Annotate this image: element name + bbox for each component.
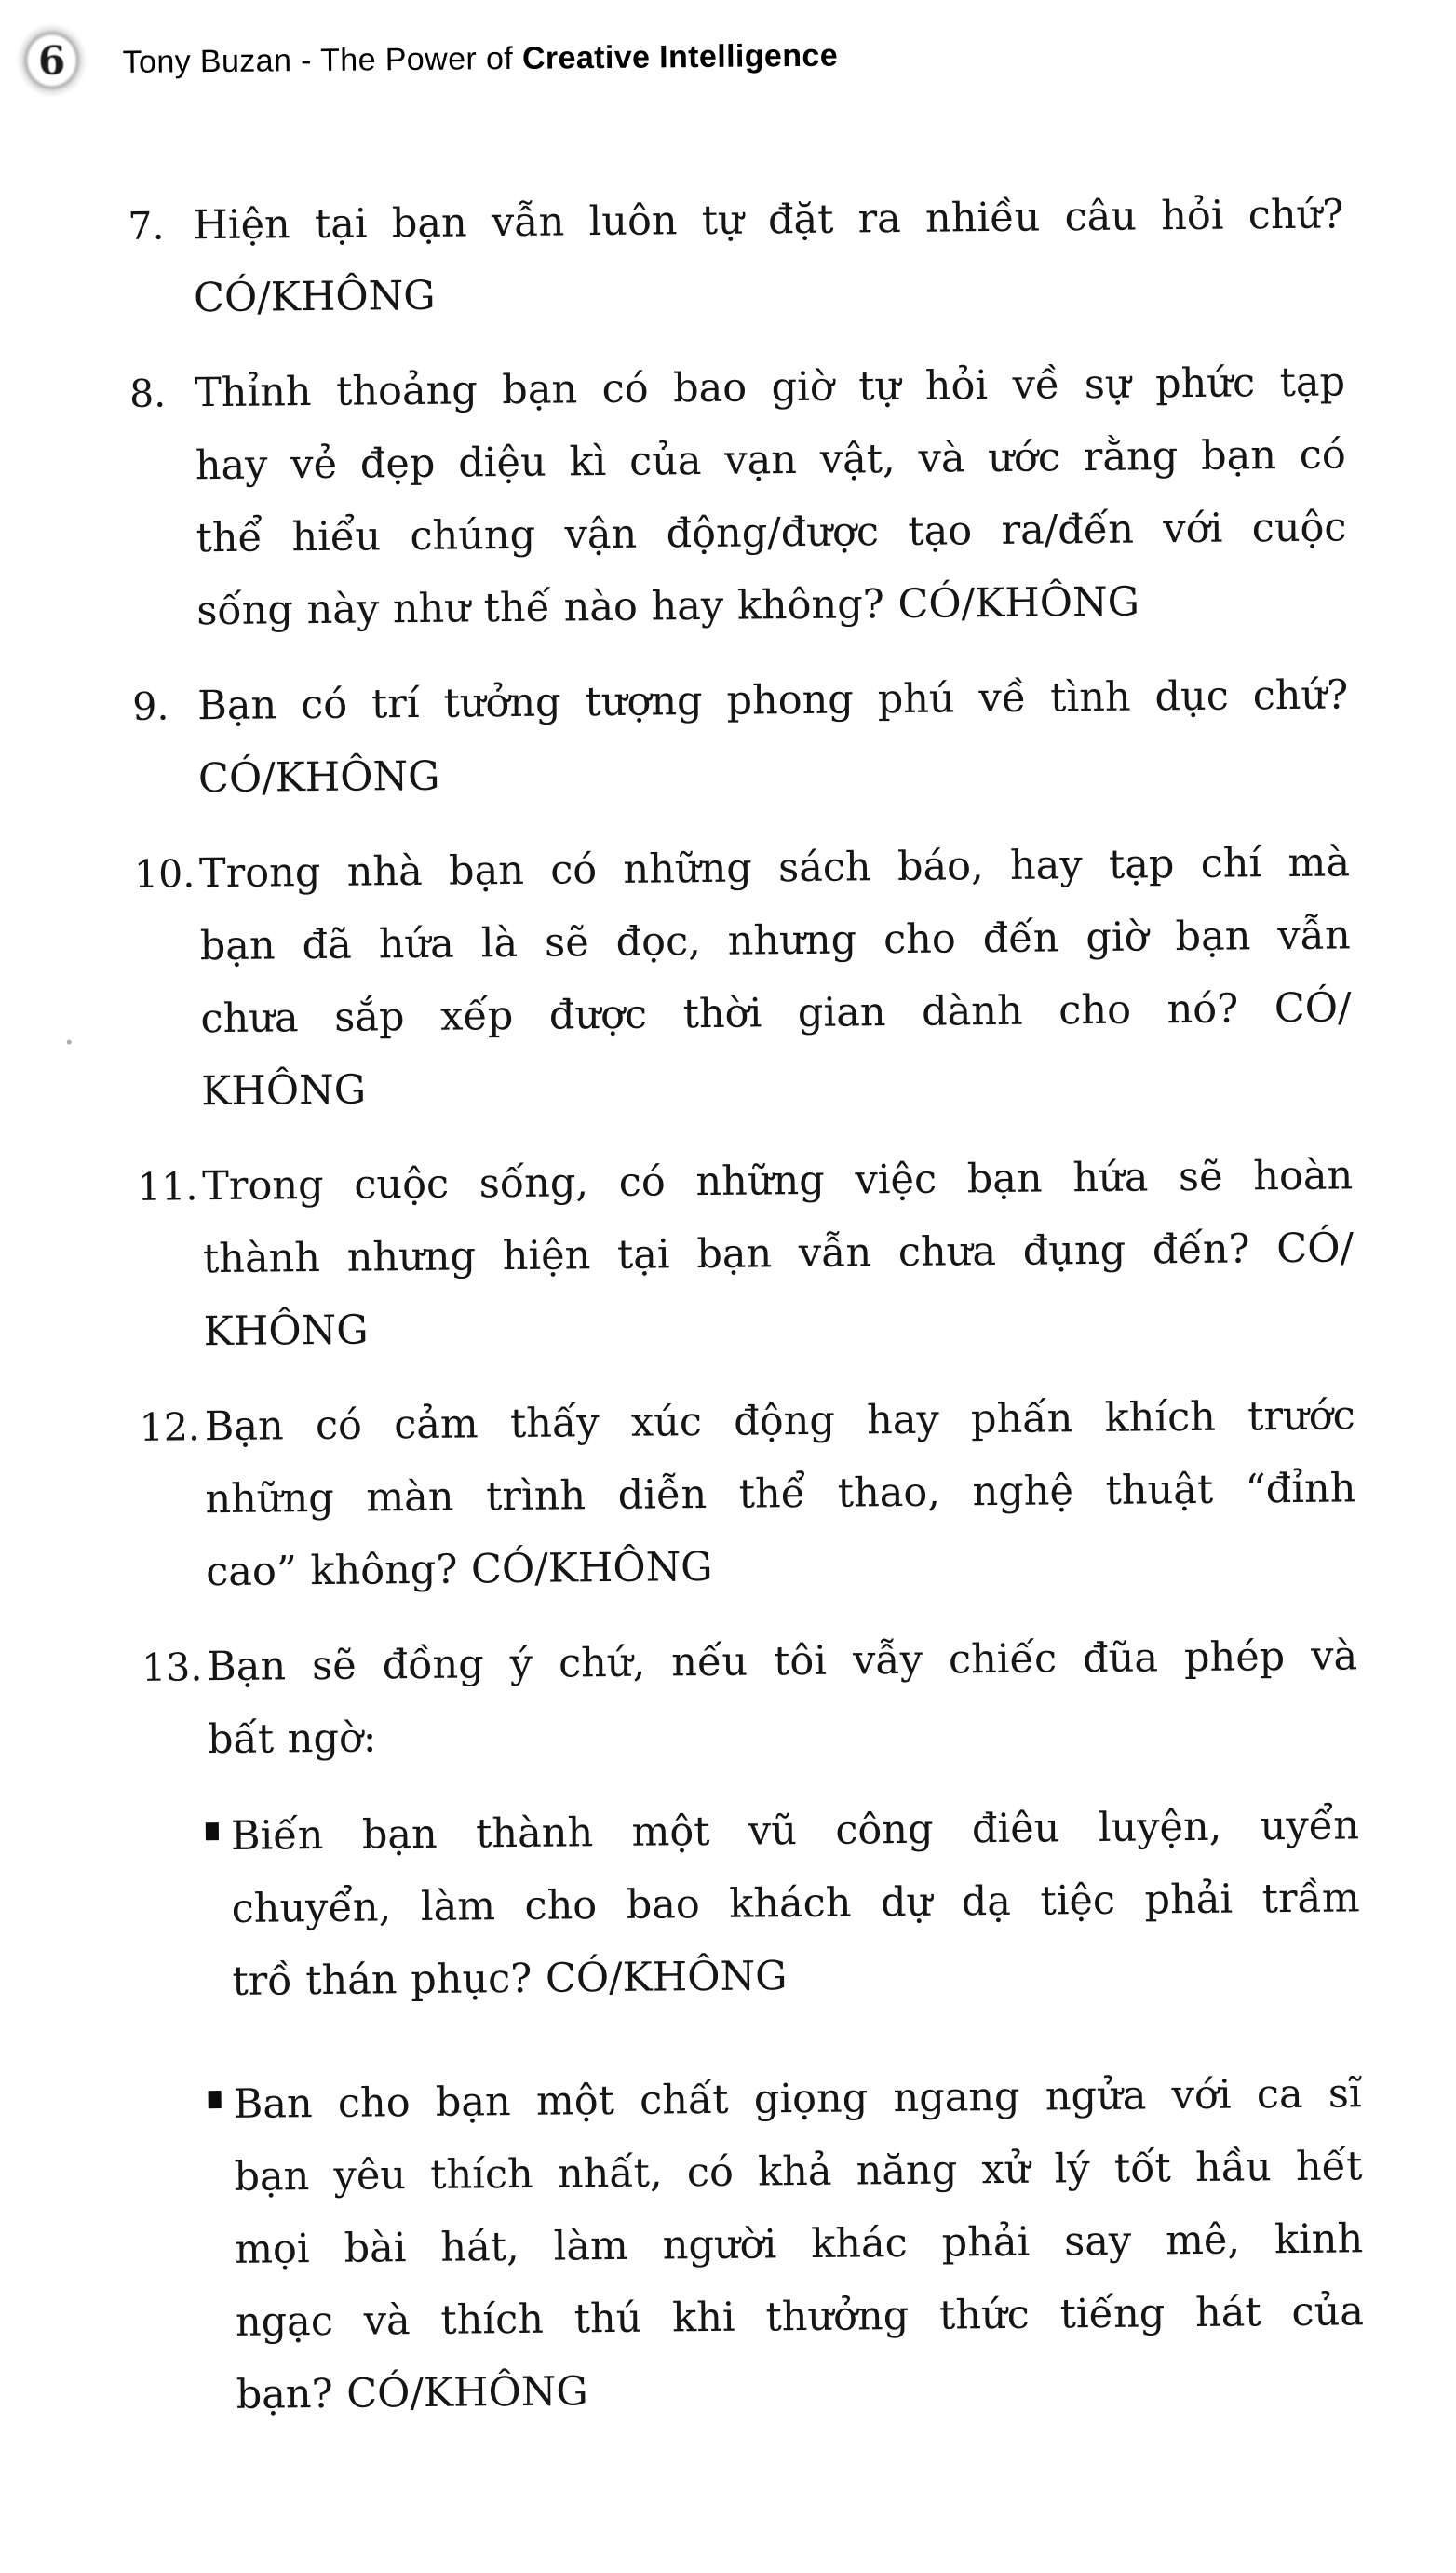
text-line: KHÔNG [201, 1066, 367, 1116]
question-list [128, 178, 1368, 2454]
square-bullet-icon [209, 2091, 222, 2108]
question-text [207, 1619, 1358, 1776]
question-text [199, 826, 1353, 1128]
text-line: bất ngờ: [207, 1714, 377, 1764]
question-text [202, 1139, 1355, 1368]
question-number: 12. [139, 1404, 201, 1450]
text-line: bạn? CÓ/KHÔNG [236, 2368, 589, 2418]
question-number: 9. [132, 684, 169, 729]
question-item-8 [129, 345, 1352, 648]
text-line: Trong cuộc sống, có những việc bạn hứa sẽ hoàn [202, 1152, 1354, 1211]
question-number: 7. [128, 203, 165, 249]
text-line: trồ thán phục? CÓ/KHÔNG [232, 1953, 788, 2005]
text-line: Hiện tại bạn vẫn luôn tự đặt ra nhiều câu hỏi chứ? [193, 191, 1344, 250]
question-body [207, 1619, 1365, 2431]
text-line: ngạc và thích thú khi thưởng thức tiếng hát của [235, 2288, 1365, 2346]
scan-artifact-speck [67, 1040, 72, 1045]
bullet-text [233, 2057, 1365, 2431]
text-line: chuyển, làm cho bao khách dự dạ tiệc phải trầm [231, 1875, 1360, 1932]
text-line: bạn yêu thích nhất, có khả năng xử lý tốt hầu hết [234, 2143, 1363, 2201]
page-number: 6 [37, 37, 66, 84]
question-item-9 [132, 658, 1353, 816]
question-number: 11. [137, 1164, 198, 1210]
question-number: 10. [133, 851, 195, 897]
question-item-13 [142, 1619, 1368, 2432]
text-line: Thỉnh thoảng bạn có bao giờ tự hỏi về sự phức tạp [194, 359, 1346, 417]
question-text [204, 1379, 1356, 1608]
text-line: CÓ/KHÔNG [197, 752, 440, 803]
text-line: CÓ/KHÔNG [193, 272, 436, 322]
text-line: chưa sắp xếp được thời gian dành cho nó? CÓ/ [200, 984, 1352, 1043]
question-text [197, 658, 1349, 815]
bullet-item-dancer [209, 1789, 1361, 2018]
question-item-10 [134, 826, 1356, 1129]
text-line: Ban cho bạn một chất giọng ngang ngửa với ca sĩ [233, 2070, 1362, 2128]
text-line: Biến bạn thành một vũ công điêu luyện, uyển [230, 1802, 1360, 1860]
question-number: 13. [141, 1645, 203, 1690]
text-line: Bạn sẽ đồng ý chứ, nếu tôi vẫy chiếc đũa phép và [206, 1632, 1358, 1691]
question-item-11 [137, 1139, 1358, 1369]
header-author-title: Tony Buzan - The Power of [122, 40, 523, 80]
page-number-stamp [12, 19, 91, 105]
square-bullet-icon [206, 1822, 219, 1840]
text-line: Bạn có trí tưởng tượng phong phú về tình dục chứ? [197, 671, 1349, 730]
question-item-7 [128, 178, 1348, 335]
text-line: thành nhưng hiện tại bạn vẫn chưa đụng đến? CÓ/ [202, 1225, 1355, 1283]
question-text [193, 178, 1344, 334]
text-line: KHÔNG [203, 1307, 369, 1356]
header-book-title: Creative Intelligence [521, 37, 839, 76]
bullet-list [209, 1789, 1365, 2431]
bullet-text [231, 1789, 1361, 2018]
question-item-12 [139, 1379, 1360, 1609]
question-text [195, 345, 1348, 647]
page-header [12, 12, 838, 106]
text-line: Bạn có cảm thấy xúc động hay phấn khích trước [204, 1392, 1355, 1451]
text-line: Trong nhà bạn có những sách báo, hay tạp chí mà [198, 839, 1351, 898]
question-number: 8. [128, 371, 167, 416]
text-line: bạn đã hứa là sẽ đọc, nhưng cho đến giờ bạn vẫn [199, 912, 1351, 970]
text-line: hay vẻ đẹp diệu kì của vạn vật, và ước rằng bạn có [195, 431, 1347, 490]
text-line: sống này như thế nào hay không? CÓ/KHÔNG [196, 578, 1140, 635]
text-line: thể hiểu chúng vận động/được tạo ra/đến với cuộc [195, 504, 1347, 562]
text-line: cao” không? CÓ/KHÔNG [205, 1543, 713, 1596]
text-line: mọi bài hát, làm người khác phải say mê, kinh [234, 2215, 1364, 2273]
running-header [122, 37, 838, 80]
text-line: những màn trình diễn thể thao, nghệ thuật “đỉnh [205, 1465, 1356, 1523]
bullet-item-singer [210, 2057, 1365, 2431]
